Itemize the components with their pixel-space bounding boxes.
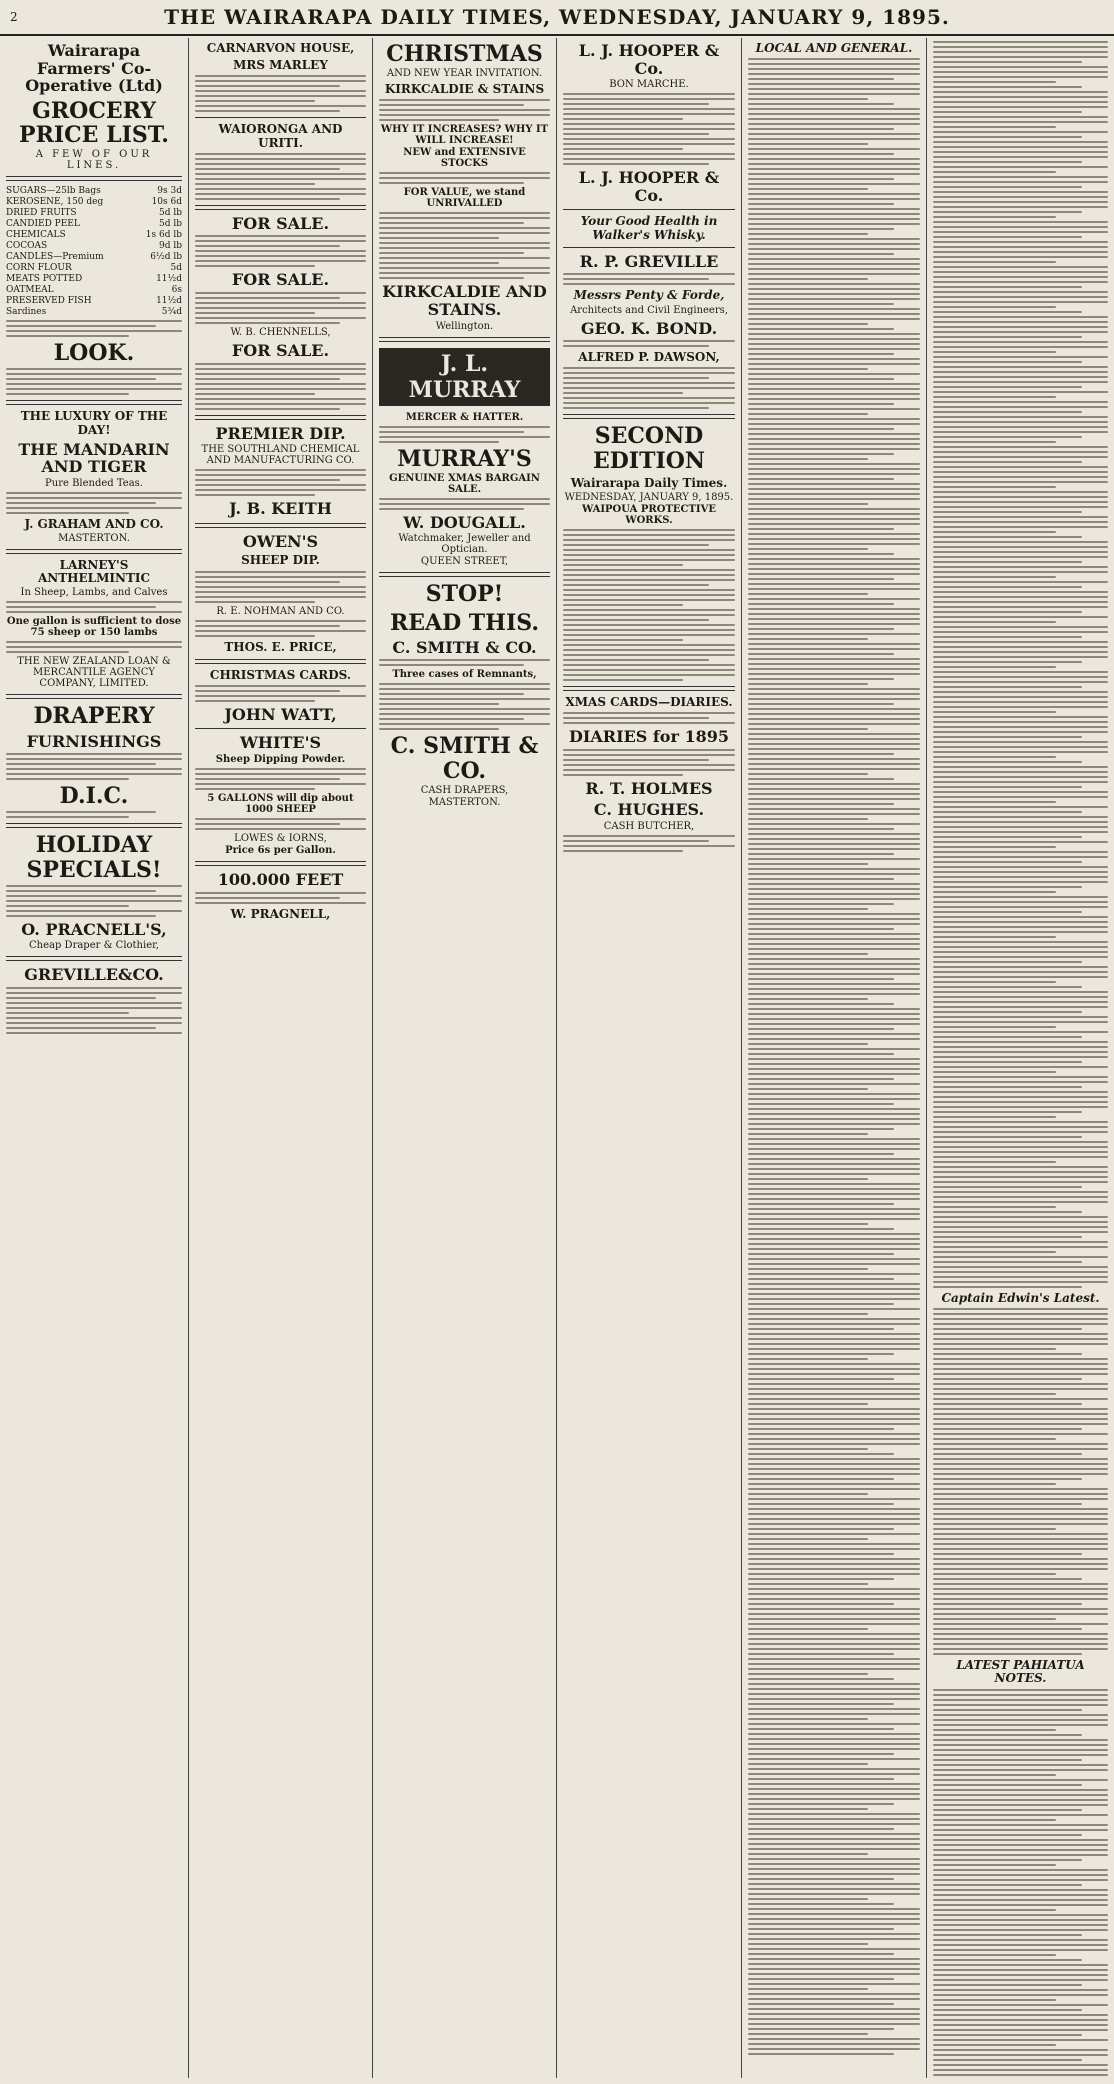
holiday-specials: HOLIDAY SPECIALS! [26, 832, 162, 883]
newspaper-title: THE WAIRARAPA DAILY TIMES, WEDNESDAY, JANUARY 9, 1895. [164, 5, 950, 29]
price-item: KEROSENE, 150 deg [6, 197, 104, 208]
price-list [6, 186, 182, 317]
column-1 [0, 38, 188, 2078]
pracnell-sub: Cheap Draper & Clothier, [29, 940, 159, 952]
jb-keith: J. B. KEITH [229, 499, 332, 519]
price-item: Sardines [6, 307, 47, 318]
price-row [6, 296, 182, 306]
read-this: READ THIS. [389, 609, 540, 636]
southland-chemical: THE SOUTHLAND CHEMICAL AND MANUFACTURING CO. [201, 444, 360, 467]
farmers-coop-heading: Wairarapa Farmers' Co-Operative (Ltd) [25, 41, 163, 96]
waioronga-uriti: WAIORONGA AND URITI. [218, 122, 343, 150]
price-value: 6s [171, 285, 182, 296]
price-row [6, 307, 182, 317]
dip-sheep: 5 GALLONS will dip about 1000 SHEEP [207, 793, 354, 816]
captain-edwin: Captain Edwin's Latest. [941, 1291, 1100, 1305]
second-edition: SECOND EDITION [592, 423, 706, 474]
queen-street: QUEEN STREET, [420, 556, 509, 568]
price-value: 6½d lb [150, 252, 182, 263]
for-sale-1: FOR SALE. [231, 213, 330, 233]
cash-butcher: CASH BUTCHER, [603, 820, 695, 832]
c-smith: C. SMITH & CO. [392, 637, 537, 657]
masterton-c: MASTERTON. [428, 796, 501, 808]
murray-heading: J. L. MURRAY [379, 348, 550, 406]
column-4 [557, 38, 741, 2078]
hooper-2: L. J. HOOPER & Co. [578, 168, 720, 205]
price-value: 9s 3d [157, 186, 182, 197]
nz-loan: THE NEW ZEALAND LOAN & MERCANTILE AGENCY COMPANY, LIMITED. [17, 656, 171, 690]
wed-date: WEDNESDAY, JANUARY 9, 1895. [564, 491, 734, 503]
hooper: L. J. HOOPER & Co. [578, 41, 720, 78]
price-row [6, 230, 182, 240]
premier-dip: PREMIER DIP. [215, 423, 346, 443]
dic-heading: D.I.C. [59, 783, 129, 810]
waipoua: WAIPOUA PROTECTIVE WORKS. [582, 503, 716, 526]
christmas-cards: CHRISTMAS CARDS. [209, 667, 352, 682]
good-health: Your Good Health in Walker's Whisky. [580, 214, 718, 242]
graham-town: MASTERTON. [58, 533, 130, 545]
cash-drapers: CASH DRAPERS, [420, 784, 509, 796]
column-2 [189, 38, 372, 2078]
drapery-heading: DRAPERY [33, 703, 155, 730]
price-value: 1s 6d lb [145, 230, 182, 241]
for-value: FOR VALUE, we stand UNRIVALLED [403, 187, 526, 210]
graham-co: J. GRAHAM AND CO. [24, 516, 164, 531]
price-item: DRIED FRUITS [6, 208, 77, 219]
price-item: CANDIED PEEL [6, 219, 80, 230]
article-text [933, 1689, 1108, 2078]
penty-forde: Messrs Penty & Forde, [573, 288, 725, 303]
luxury-heading: THE LUXURY OF THE DAY! [20, 409, 168, 437]
price-row [6, 219, 182, 229]
larney-sub: In Sheep, Lambs, and Calves [20, 587, 168, 599]
why-increase: WHY IT INCREASES? WHY IT WILL INCREASE! [380, 124, 549, 147]
wdt-heading: Wairarapa Daily Times. [570, 475, 728, 490]
price-value: 5¾d [161, 307, 182, 318]
extensive-stocks: NEW and EXTENSIVE STOCKS [403, 147, 526, 170]
chennells: W. B. CHENNELLS, [230, 326, 331, 338]
price-row [6, 285, 182, 295]
remnants: Three cases of Remnants, [392, 669, 537, 681]
price-value: 11½d [156, 296, 182, 307]
penty-sub: Architects and Civil Engineers, [570, 304, 728, 316]
bond: GEO. K. BOND. [580, 318, 718, 338]
price-row [6, 241, 182, 251]
mercer-hatter: MERCER & HATTER. [405, 411, 524, 423]
new-year-invitation: AND NEW YEAR INVITATION. [386, 68, 543, 80]
grocery-price-list: GROCERY PRICE LIST. [19, 97, 169, 148]
owens-sheep-dip: SHEEP DIP. [241, 553, 320, 568]
price-item: OATMEAL [6, 285, 54, 296]
for-sale-3: FOR SALE. [231, 340, 330, 360]
xmas-cards: XMAS CARDS—DIARIES. [565, 694, 733, 709]
latest-pahiatua: LATEST PAHIATUA NOTES. [956, 1658, 1085, 1686]
greville-heading: GREVILLE&CO. [24, 965, 164, 985]
owens: OWEN'S [242, 531, 319, 551]
hundred-thousand-feet: 100.000 FEET [217, 870, 344, 890]
price-row [6, 186, 182, 196]
furnishing-heading: FURNISHINGS [26, 731, 162, 751]
column-6 [927, 38, 1114, 2078]
c-smith-2: C. SMITH & CO. [390, 733, 539, 784]
kirk-stains: KIRKCALDIE & STAINS [384, 82, 545, 97]
masthead [0, 0, 1114, 36]
nohman: R. E. NOHMAN AND CO. [216, 605, 345, 617]
price-item: PRESERVED FISH [6, 296, 92, 307]
lowes-iorns: LOWES & IORNS, [234, 833, 327, 845]
murrays: MURRAY'S [397, 445, 532, 472]
xmas-sale: GENUINE XMAS BARGAIN SALE. [389, 472, 540, 495]
price-value: 11½d [156, 274, 182, 285]
mrs-marley: MRS MARLEY [233, 58, 328, 73]
price-item: CORN FLOUR [6, 263, 72, 274]
watchmaker: Watchmaker, Jeweller and Optician. [398, 533, 531, 556]
mandarin-tiger: THE MANDARIN AND TIGER [18, 439, 170, 477]
for-sale-2: FOR SALE. [231, 270, 330, 290]
carnarvon-house: CARNARVON HOUSE, [206, 41, 355, 55]
article-text [933, 1308, 1108, 1655]
thos-price: THOS. E. PRICE, [224, 639, 337, 654]
dawson: ALFRED P. DAWSON, [578, 350, 720, 365]
pragnell: W. PRAGNELL, [230, 906, 331, 921]
column-5 [742, 38, 926, 2078]
blended-teas: Pure Blended Teas. [45, 477, 143, 489]
pracnell-heading: O. PRACNELL'S, [21, 919, 167, 939]
page-number: 2 [10, 10, 18, 24]
price-value: 5d [170, 263, 182, 274]
price-row [6, 274, 182, 284]
c-hughes: C. HUGHES. [593, 800, 705, 820]
price-item: CHEMICALS [6, 230, 66, 241]
price-row [6, 208, 182, 218]
price-item: CANDLES—Premium [6, 252, 104, 263]
article-text [933, 41, 1108, 1288]
article-text [748, 58, 920, 2055]
price-item: COCOAS [6, 241, 48, 252]
local-general: LOCAL AND GENERAL. [755, 41, 913, 55]
price-item: SUGARS—25lb Bags [6, 186, 101, 197]
rt-holmes: R. T. HOLMES [585, 778, 713, 798]
kirk-wellington: Wellington. [435, 320, 494, 332]
look-heading: LOOK. [53, 340, 135, 367]
one-gallon: One gallon is sufficient to dose 75 sheep or 150 lambs [6, 616, 182, 639]
price-value: 5d lb [159, 208, 182, 219]
larney-heading: LARNEY'S ANTHELMINTIC [37, 558, 151, 586]
price-value: 5d lb [159, 219, 182, 230]
whites: WHITE'S [239, 733, 322, 753]
whites-sub: Sheep Dipping Powder. [215, 754, 346, 766]
price-row [6, 263, 182, 273]
price-item: MEATS POTTED [6, 274, 83, 285]
diaries: DIARIES for 1895 [569, 727, 729, 747]
john-watt: JOHN WATT, [224, 704, 337, 724]
few-lines: A FEW OF OUR LINES. [35, 149, 153, 172]
christmas-heading: CHRISTMAS [386, 41, 543, 67]
bon-marche: BON MARCHE. [609, 79, 689, 91]
price-per-gallon: Price 6s per Gallon. [225, 845, 336, 857]
kirkcaldie-stains: KIRKCALDIE AND STAINS. [382, 282, 547, 319]
price-value: 9d lb [159, 241, 182, 252]
price-value: 10s 6d [151, 197, 182, 208]
price-row [6, 252, 182, 262]
price-row [6, 197, 182, 207]
stop-heading: STOP! [425, 581, 504, 608]
rp-greville: R. P. GREVILLE [579, 251, 719, 271]
column-3 [373, 38, 556, 2078]
dougall: W. DOUGALL. [403, 512, 526, 532]
